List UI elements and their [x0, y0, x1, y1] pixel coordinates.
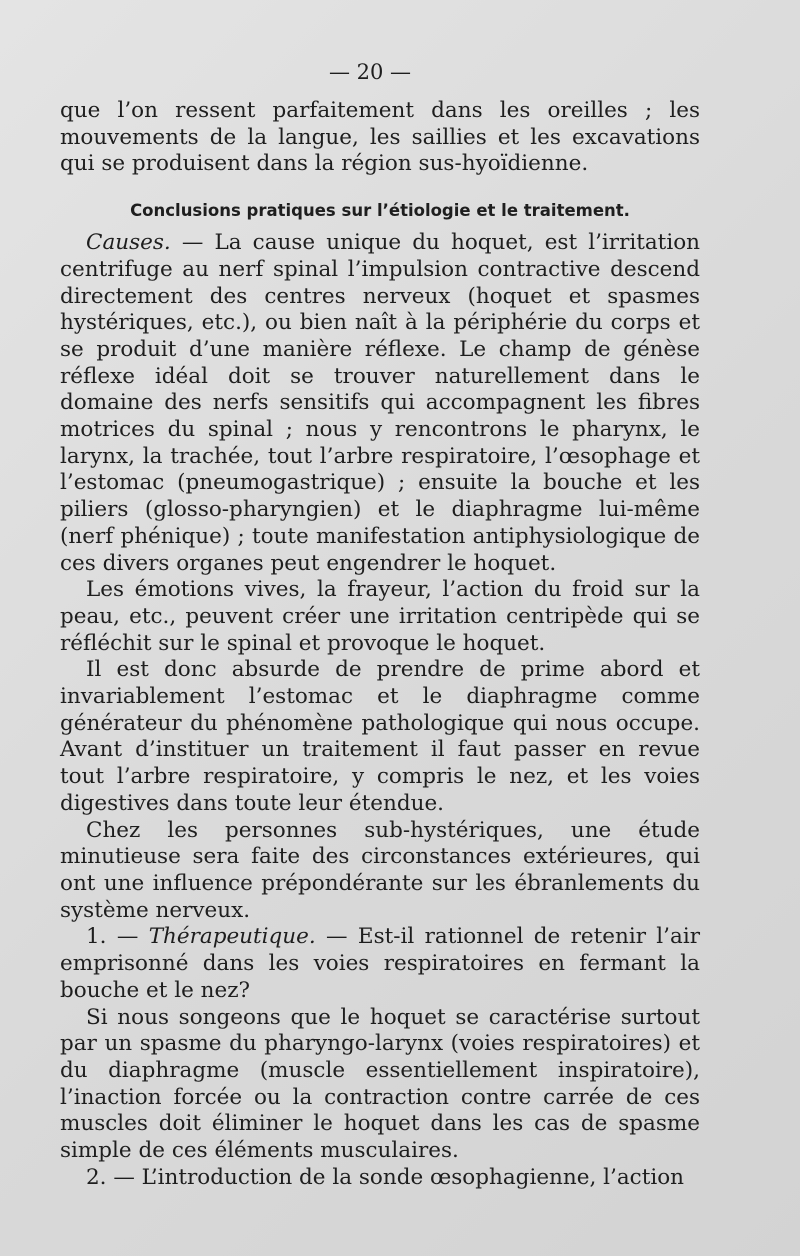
page-number: — 20 —: [328, 60, 412, 84]
paragraph-causes: [60, 230, 700, 577]
therapeutique-label: Thérapeutique.: [148, 924, 316, 950]
causes-text: — La cause unique du hoquet, est l’irritation centrifuge au nerf spinal l’impulsion contractive descend directement des centres nerveux (hoquet et spasmes hystériques, etc.), ou bien naît à la périphérie du corps et se produit d’une manière réflexe. Le champ de génèse réflexe idéal doit se trouver naturellement dans le domaine des nerfs sensitifs qui accompagnent les fibres motrices du spinal ; nous y rencontrons le pharynx, le larynx, la trachée, tout l’arbre respiratoire, l’œsophage et l’estomac (pneumogastrique) ; ensuite la bouche et les piliers (glosso-pharyngien) et le diaphragme lui-même (nerf phénique) ; toute manifestation antiphysiologique de ces divers organes peut engendrer le hoquet.: [60, 230, 700, 576]
page-body: [60, 98, 700, 1191]
paragraph-continuation: que l’on ressent parfaitement dans les oreilles ; les mouvements de la langue, les saillies et les excavations qui se produisent dans la région sus-hyoïdienne.: [60, 98, 700, 177]
causes-label: Causes.: [86, 230, 171, 256]
paragraph-sonde: 2. — L’introduction de la sonde œsophagienne, l’action: [86, 1164, 685, 1190]
therapeutique-number: 1. —: [86, 924, 149, 950]
section-heading: Conclusions pratiques sur l’étiologie et le traitement.: [130, 201, 630, 221]
paragraph-absurde: Il est donc absurde de prendre de prime abord et invariablement l’estomac et le diaphragme comme générateur du phénomène pathologique qui nous occupe. Avant d’instituer un traitement il faut passer en revue tout l’arbre respiratoire, y compris le nez, et les voies digestives dans toute leur étendue.: [60, 657, 700, 816]
paragraph-therapeutique: [60, 924, 700, 1004]
paragraph-emotions: Les émotions vives, la frayeur, l’action du froid sur la peau, etc., peuvent créer une irritation centripède qui se réfléchit sur le spinal et provoque le hoquet.: [60, 577, 700, 656]
therapeutique-text: — Est-il rationnel de retenir l’air emprisonné dans les voies respiratoires en fermant la bouche et le nez?: [60, 924, 700, 1003]
paragraph-hysteriques: Chez les personnes sub-hystériques, une étude minutieuse sera faite des circonstances extérieures, qui ont une influence prépondérante sur les ébranlements du système nerveux.: [60, 817, 700, 923]
paragraph-spasme: Si nous songeons que le hoquet se caractérise surtout par un spasme du pharyngo-larynx (voies respiratoires) et du diaphragme (muscle essentiellement inspiratoire), l’inaction forcée ou la contraction contre carrée de ces muscles doit éliminer le hoquet dans les cas de spasme simple de ces éléments musculaires.: [60, 1004, 700, 1164]
